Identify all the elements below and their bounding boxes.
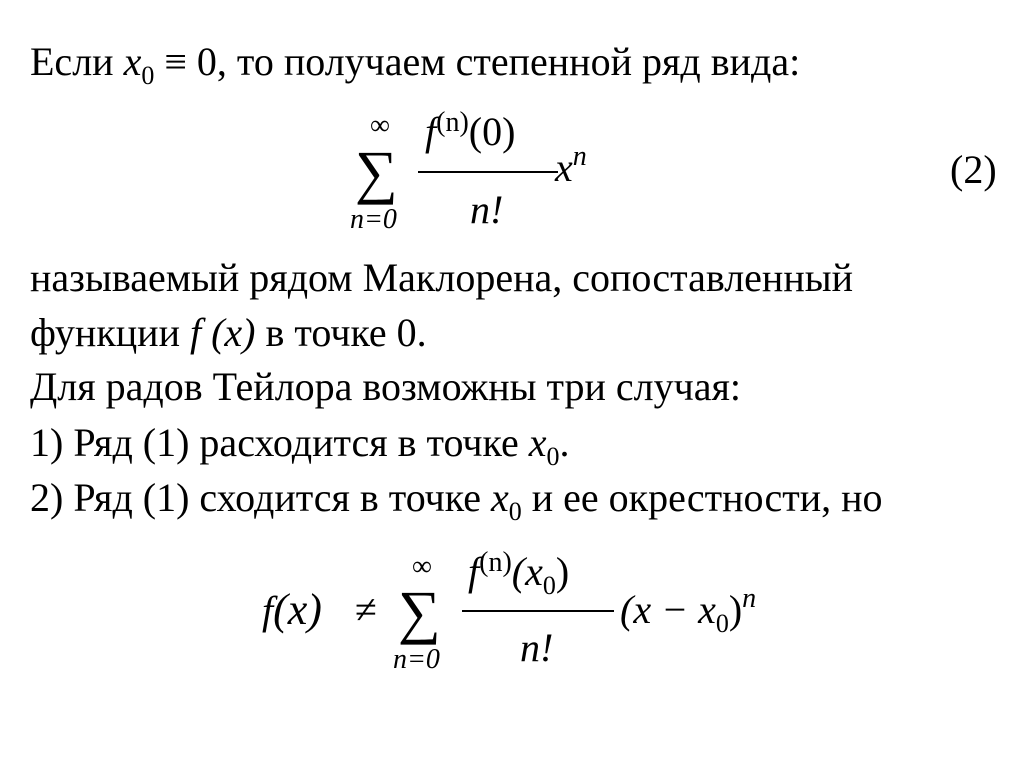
num2-arg-sub: 0	[542, 571, 556, 600]
case-2-post: и ее окрестности, но	[521, 475, 883, 520]
func-arg: (x)	[201, 310, 256, 355]
case-2-var: x	[490, 475, 509, 520]
factor-open: (x − x	[620, 587, 716, 632]
sum2-lower-limit: n=0	[393, 644, 440, 675]
x-exponent: n	[572, 141, 587, 172]
lhs-f: f	[262, 588, 274, 633]
sum-upper-limit: ∞	[370, 110, 390, 141]
num2-arg-open: (x	[511, 549, 543, 594]
case-1-var: x	[528, 420, 547, 465]
fraction-bar	[418, 171, 558, 173]
intro-line	[30, 39, 801, 90]
factor-exponent: n	[742, 583, 757, 614]
lhs-arg: (x)	[273, 585, 322, 634]
num-arg: (0)	[468, 109, 516, 154]
num2-arg-close: )	[555, 549, 570, 594]
num2-f: f	[468, 549, 480, 594]
sum-lower-limit: n=0	[350, 204, 397, 235]
intro-text-post: ≡ 0, то получаем степенной ряд вида:	[154, 39, 801, 84]
equation-number: (2)	[950, 147, 997, 192]
case-2-pre: 2) Ряд (1) сходится в точке	[30, 475, 491, 520]
var-x: x	[123, 39, 142, 84]
intro-text-pre: Если	[30, 39, 124, 84]
para-line-2-pre: функции	[30, 310, 190, 355]
factor	[620, 583, 757, 638]
fraction2-bar	[462, 610, 614, 612]
case-2-sub: 0	[508, 497, 522, 526]
case-1-post: .	[559, 420, 570, 465]
numerator2	[468, 547, 570, 600]
func-f: f	[189, 310, 202, 355]
para-line-2-post: в точке 0.	[255, 310, 427, 355]
factor-close: )	[728, 587, 743, 632]
case-1-pre: 1) Ряд (1) расходится в точке	[30, 420, 529, 465]
sum-symbol: ∑	[355, 139, 398, 205]
case-1-sub: 0	[546, 442, 560, 471]
para-line-2	[30, 310, 427, 355]
case-2-line	[30, 475, 883, 526]
case-1-line	[30, 420, 570, 471]
x-power	[555, 141, 587, 190]
lhs-function	[262, 585, 322, 634]
var-sub: 0	[141, 61, 155, 90]
num-derivative-order: (n)	[436, 107, 469, 138]
num-f: f	[425, 109, 437, 154]
num2-derivative-order: (n)	[479, 547, 512, 578]
x-base: x	[555, 145, 573, 190]
sum2-symbol: ∑	[398, 579, 441, 645]
denominator: n!	[470, 187, 504, 232]
factor-sub: 0	[715, 609, 729, 638]
numerator	[425, 107, 516, 154]
denominator2: n!	[520, 625, 554, 670]
para-line-3: Для радов Тейлора возможны три случая:	[30, 364, 741, 409]
not-equal-sign: ≠	[355, 587, 377, 632]
sum2-upper-limit: ∞	[412, 551, 432, 582]
para-line-1: называемый рядом Маклорена, сопоставленный	[30, 255, 854, 300]
